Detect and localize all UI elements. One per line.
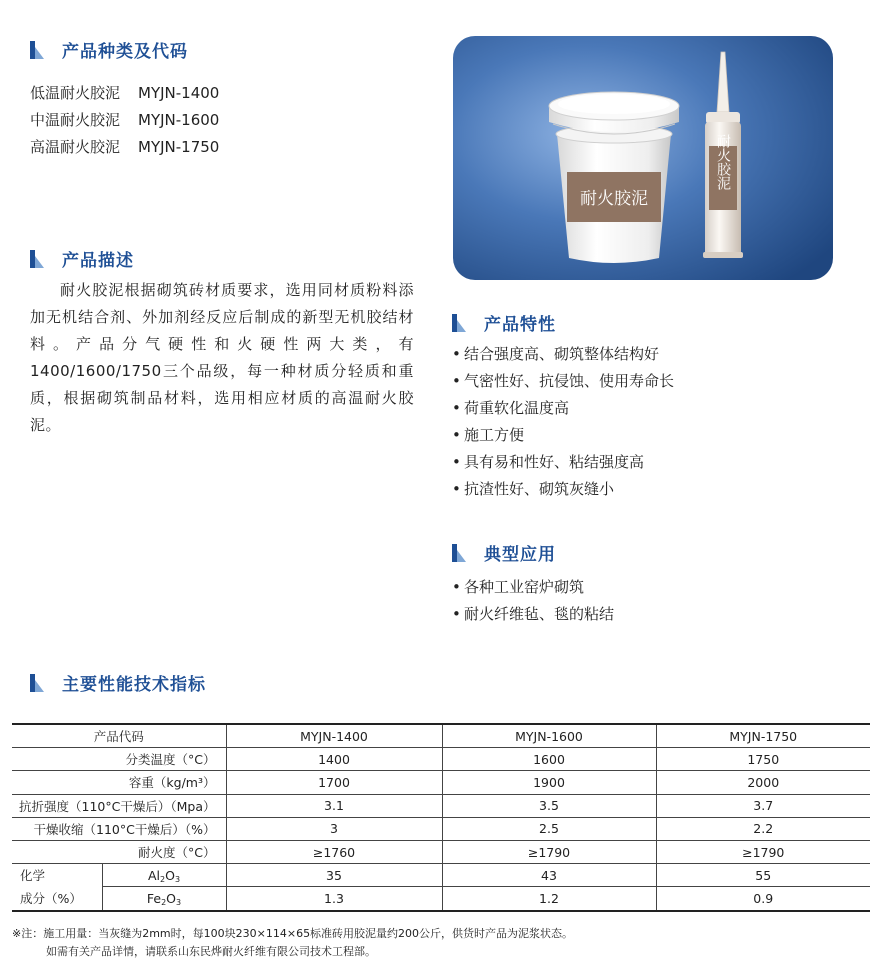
table-row [12,794,870,817]
list-item: • 具有易和性好、粘结强度高 [452,449,674,476]
product-code-item [30,80,219,107]
table-cell: 1400 [226,748,442,771]
row-label: 容重（kg/m³） [12,771,226,794]
bullet-icon: • [452,399,461,417]
tube-label-text: 耐火胶泥 [715,134,731,190]
table-row [12,840,870,863]
table-cell: 2000 [656,771,870,794]
product-name: 高温耐火胶泥 [30,138,121,156]
table-cell: 55 [656,864,870,887]
list-item: • 耐火纤维毡、毯的粘结 [452,601,614,628]
formula-cell: $Fe_2O_3$ [102,887,226,911]
table-row [12,817,870,840]
formula-cell: $Al_2O_3$ [102,864,226,887]
list-item: • 施工方便 [452,422,674,449]
section-marker-icon [30,41,44,59]
table-row [12,748,870,771]
bullet-icon: • [452,426,461,444]
bullet-icon: • [452,605,461,623]
row-label: 分类温度（°C） [12,748,226,771]
bucket-icon [549,92,679,263]
list-item: • 各种工业窑炉砌筑 [452,574,614,601]
table-cell: 1750 [656,748,870,771]
row-label: 抗折强度（110°C干燥后）（Mpa） [12,794,226,817]
section-marker-icon [452,544,466,562]
row-label: 干燥收缩（110°C干燥后）（%） [12,817,226,840]
product-code-item [30,134,219,161]
chem-label-top: 化学 [12,864,102,887]
table-row [12,887,870,911]
table-cell: 3 [226,817,442,840]
section-marker-icon [452,314,466,332]
table-header-cell: MYJN-1600 [442,724,656,748]
table-cell: 3.5 [442,794,656,817]
table-cell: ≥1790 [656,840,870,863]
list-item: • 结合强度高、砌筑整体结构好 [452,341,674,368]
table-cell: 0.9 [656,887,870,911]
table-cell: 2.2 [656,817,870,840]
bullet-icon: • [452,480,461,498]
table-header-row [12,724,870,748]
table-cell: ≥1760 [226,840,442,863]
spec-table [12,723,870,912]
feature-list [452,341,674,503]
table-cell: 1700 [226,771,442,794]
table-header-label: 产品代码 [12,724,226,748]
section-title: 典型应用 [484,545,556,565]
list-item: • 气密性好、抗侵蚀、使用寿命长 [452,368,674,395]
product-photo [453,36,833,280]
table-header-cell: MYJN-1750 [656,724,870,748]
table-cell: 1.3 [226,887,442,911]
table-cell: 1600 [442,748,656,771]
product-code: MYJN-1400 [138,84,220,102]
section-header-features [452,310,556,335]
section-title: 产品描述 [62,251,134,271]
row-label: 耐火度（°C） [12,840,226,863]
list-item: • 抗渣性好、砌筑灰缝小 [452,476,674,503]
bucket-label-text: 耐火胶泥 [580,189,648,209]
table-cell: 1900 [442,771,656,794]
footnote-line: ※注：施工用量：当灰缝为2mm时，每100块230×114×65标准砖用胶泥量约200公斤，供货时产品为泥浆状态。 [12,927,574,940]
table-cell: 2.5 [442,817,656,840]
bullet-icon: • [452,578,461,596]
table-row [12,771,870,794]
chem-label-bottom: 成分（%） [12,887,102,911]
table-cell: ≥1790 [442,840,656,863]
product-name: 中温耐火胶泥 [30,111,121,129]
section-header-applications [452,540,556,565]
section-title: 产品特性 [484,315,556,335]
list-item: • 荷重软化温度高 [452,395,674,422]
product-code: MYJN-1750 [138,138,220,156]
table-header-cell: MYJN-1400 [226,724,442,748]
section-title: 主要性能技术指标 [62,675,206,695]
table-cell: 43 [442,864,656,887]
application-list [452,574,614,628]
section-marker-icon [30,674,44,692]
table-row [12,864,870,887]
table-cell: 35 [226,864,442,887]
table-cell: 3.1 [226,794,442,817]
product-code-item [30,107,219,134]
section-title: 产品种类及代码 [62,42,188,62]
section-header-specs [30,670,206,695]
product-name: 低温耐火胶泥 [30,84,121,102]
bullet-icon: • [452,453,461,471]
footnote [12,925,573,961]
product-description: 耐火胶泥根据砌筑砖材质要求，选用同材质粉料添加无机结合剂、外加剂经反应后制成的新型无机胶结材料。产品分气硬性和火硬性两大类，有1400/1600/1750三个品级，每一种材质分轻质和重质，根据砌筑制品材料，选用相应材质的高温耐火胶泥。 [30,281,414,434]
footnote-line: 如需有关产品详情，请联系山东民烨耐火纤维有限公司技术工程部。 [46,945,376,958]
section-marker-icon [30,250,44,268]
product-code: MYJN-1600 [138,111,220,129]
section-header-description [30,246,134,271]
section-header-codes [30,37,188,62]
bullet-icon: • [452,372,461,390]
table-cell: 1.2 [442,887,656,911]
bullet-icon: • [452,345,461,363]
table-cell: 3.7 [656,794,870,817]
product-code-list [30,80,219,161]
